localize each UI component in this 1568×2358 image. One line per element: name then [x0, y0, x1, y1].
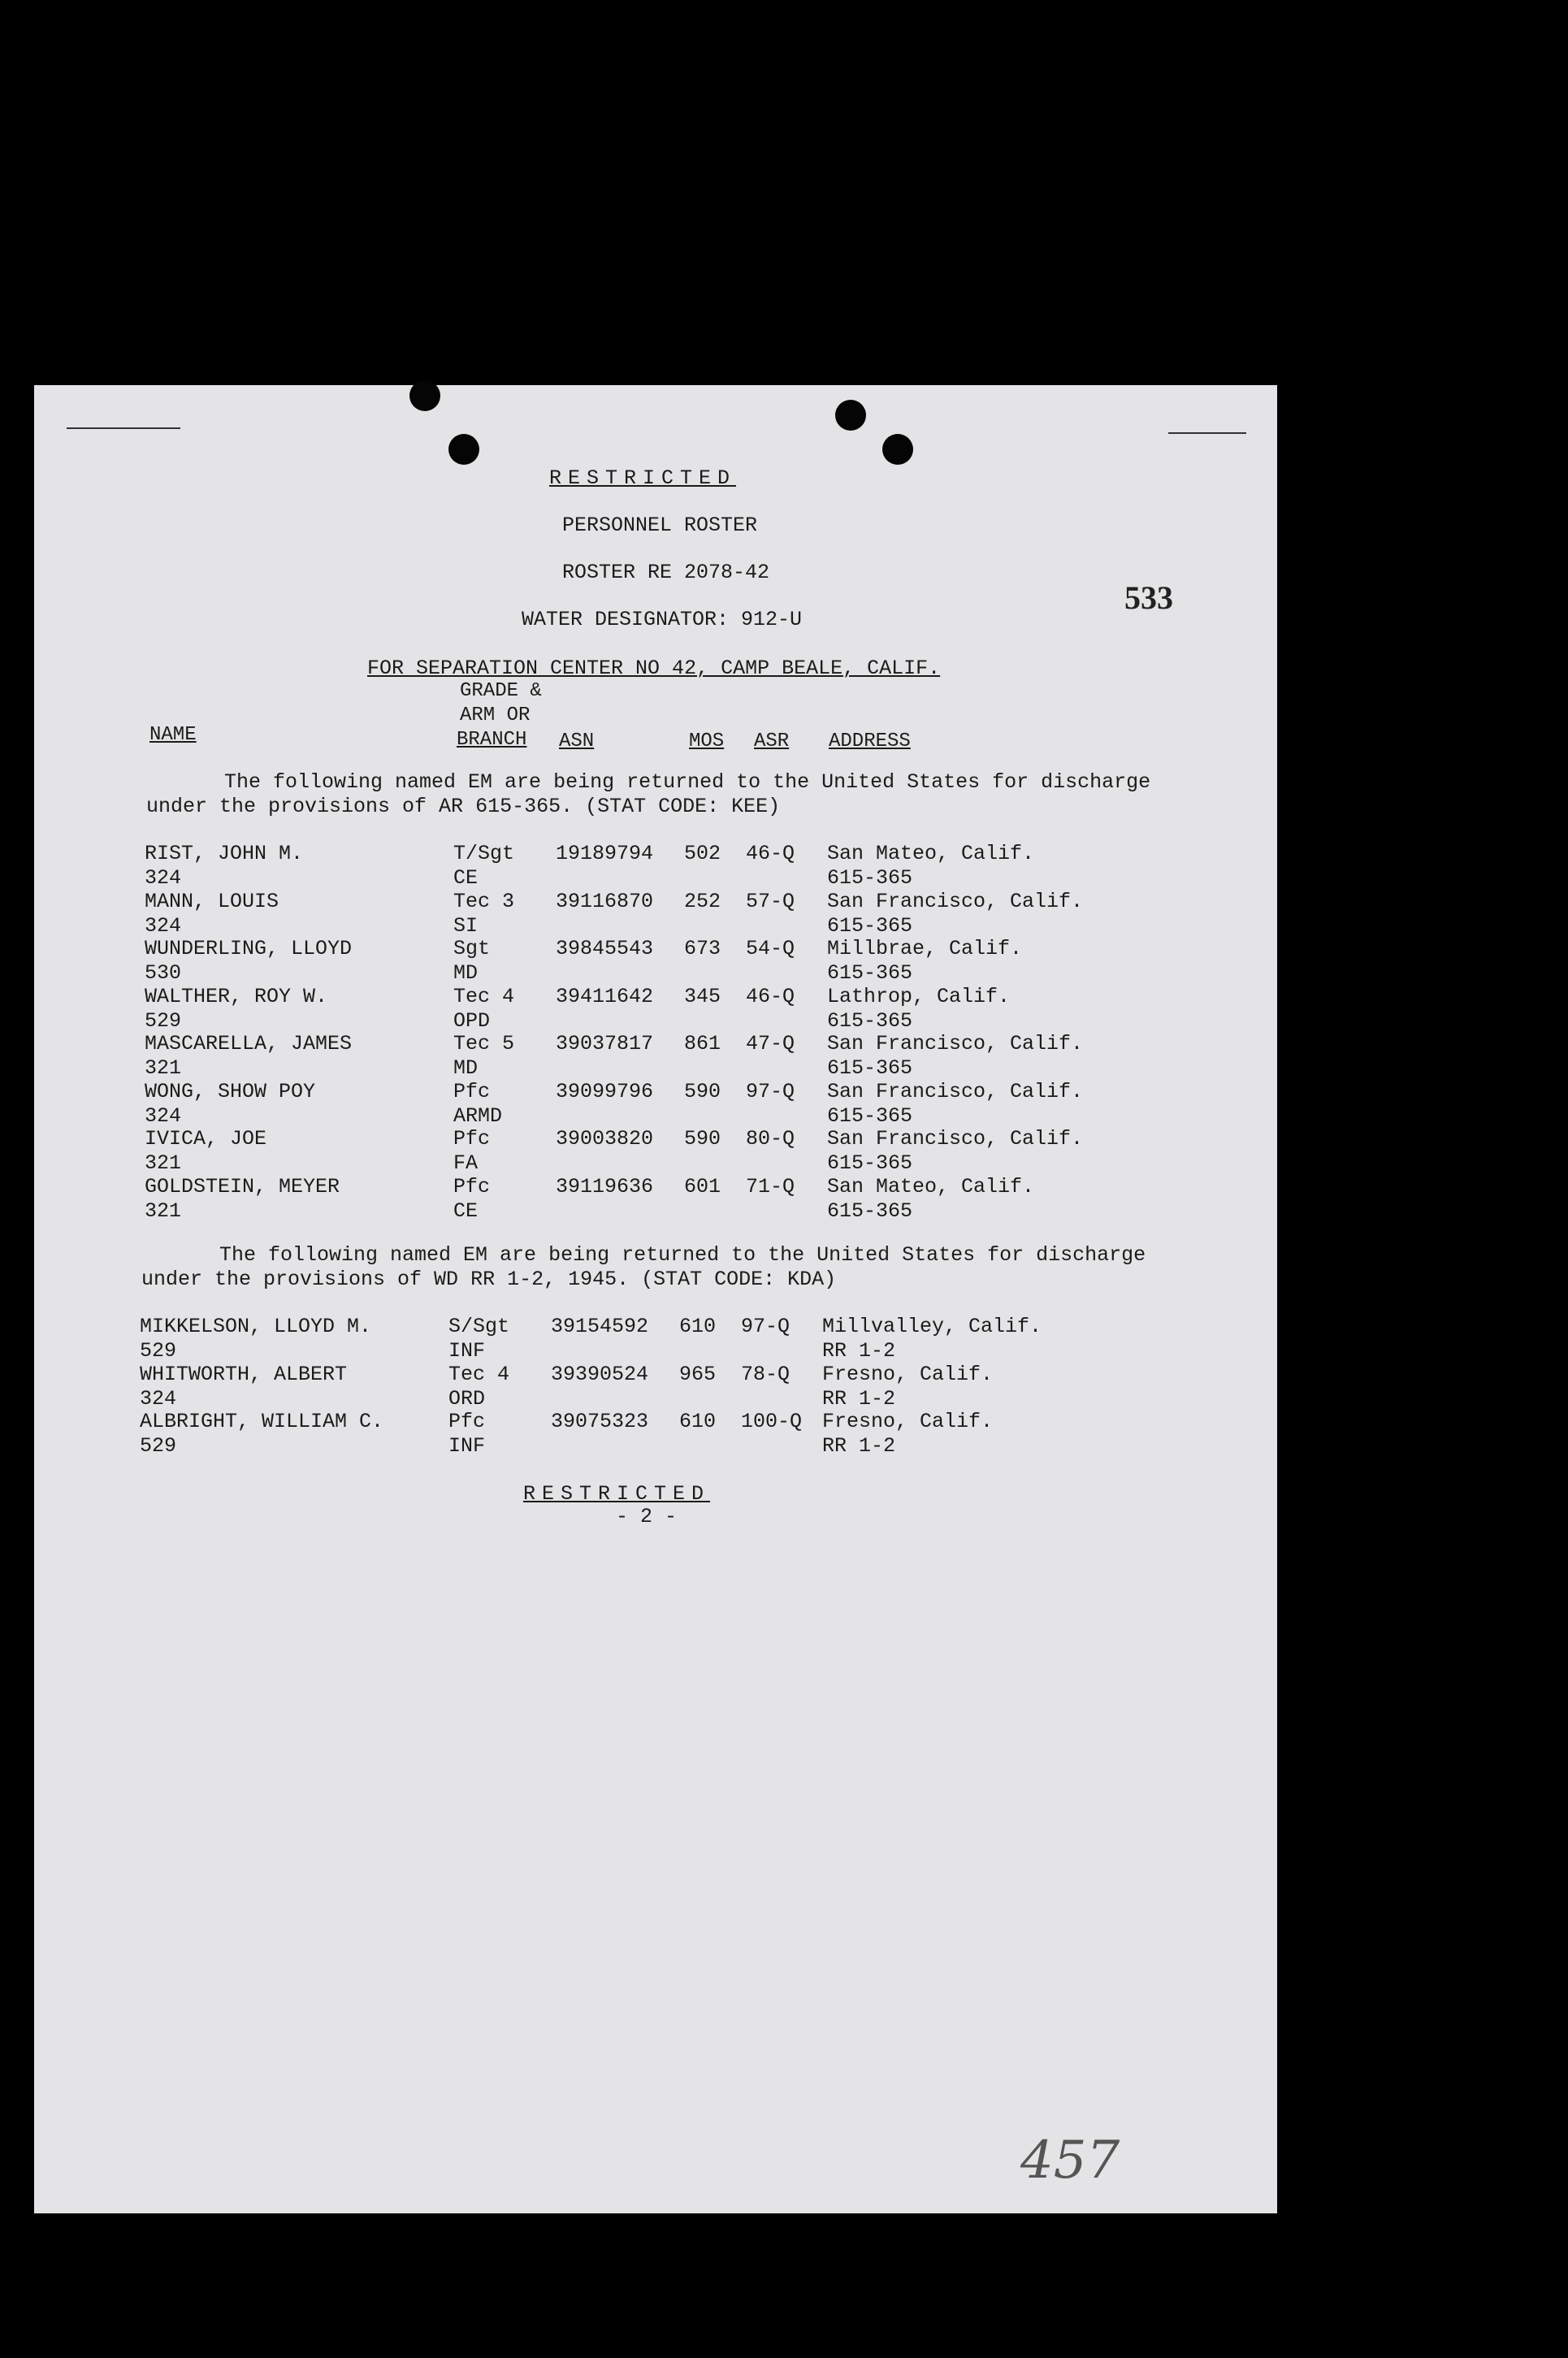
roster-grade: T/Sgt	[453, 842, 515, 865]
roster-asr: 71-Q	[746, 1174, 795, 1199]
roster-code: 529	[145, 1008, 182, 1033]
roster-asn: 39411642	[556, 984, 654, 1008]
roster-code: 324	[140, 1386, 177, 1411]
roster-asr: 57-Q	[746, 889, 795, 913]
roster-grade: Pfc	[453, 1127, 491, 1151]
roster-authority: 615-365	[827, 1151, 913, 1175]
destination-line: FOR SEPARATION CENTER NO 42, CAMP BEALE, CALIF.	[367, 657, 941, 680]
roster-mos: 965	[679, 1362, 717, 1386]
roster-asr: 97-Q	[746, 1079, 795, 1103]
roster-branch: ARMD	[453, 1103, 503, 1128]
roster-name: WUNDERLING, LLOYD	[145, 937, 353, 960]
roster-code: 324	[145, 866, 182, 890]
roster-authority: 615-365	[827, 866, 913, 890]
roster-code: 321	[145, 1056, 182, 1080]
roster-address: Millvalley, Calif.	[822, 1315, 1042, 1338]
roster-code: 321	[145, 1151, 182, 1175]
roster-mos: 610	[679, 1410, 717, 1433]
col-asn: ASN	[559, 730, 595, 752]
roster-address: San Mateo, Calif.	[827, 1174, 1035, 1199]
roster-authority: 615-365	[827, 1056, 913, 1080]
col-address: ADDRESS	[829, 730, 911, 752]
roster-asr: 54-Q	[746, 937, 795, 960]
classification-bottom: RESTRICTED	[523, 1482, 711, 1506]
roster-name: MASCARELLA, JAMES	[145, 1032, 353, 1055]
roster-branch: CE	[453, 1199, 479, 1223]
roster-mos: 601	[684, 1174, 721, 1199]
roster-grade: Tec 4	[453, 984, 515, 1008]
section1-intro-2: under the provisions of AR 615-365. (STAT CODE: KEE)	[146, 795, 781, 818]
punch-hole	[835, 400, 866, 431]
col-mos: MOS	[689, 730, 725, 752]
col-asr: ASR	[754, 730, 790, 752]
roster-name: WALTHER, ROY W.	[145, 984, 328, 1008]
roster-asn: 39845543	[556, 937, 654, 960]
roster-name: MIKKELSON, LLOYD M.	[140, 1315, 372, 1338]
roster-authority: 615-365	[827, 913, 913, 938]
roster-branch: OPD	[453, 1008, 491, 1033]
roster-branch: MD	[453, 961, 479, 985]
roster-branch: INF	[448, 1434, 486, 1458]
roster-code: 529	[140, 1434, 177, 1458]
section2-intro-2: under the provisions of WD RR 1-2, 1945. (STAT CODE: KDA)	[141, 1268, 837, 1291]
punch-hole	[448, 434, 479, 465]
roster-branch: FA	[453, 1151, 479, 1175]
roster-asr: 46-Q	[746, 984, 795, 1008]
edge-mark	[1168, 432, 1246, 434]
roster-asr: 78-Q	[741, 1362, 790, 1386]
roster-code: 321	[145, 1199, 182, 1223]
page-number: - 2 -	[616, 1505, 678, 1528]
punch-hole	[882, 434, 913, 465]
roster-address: Millbrae, Calif.	[827, 937, 1023, 960]
roster-mos: 252	[684, 889, 721, 913]
roster-grade: Sgt	[453, 937, 491, 960]
roster-grade: Pfc	[453, 1174, 491, 1199]
roster-branch: ORD	[448, 1386, 486, 1411]
roster-grade: Tec 5	[453, 1032, 515, 1055]
roster-grade: S/Sgt	[448, 1315, 510, 1338]
roster-branch: MD	[453, 1056, 479, 1080]
roster-name: ALBRIGHT, WILLIAM C.	[140, 1410, 384, 1433]
page-stamp: 533	[1124, 579, 1173, 616]
roster-address: Lathrop, Calif.	[827, 984, 1011, 1008]
roster-authority: RR 1-2	[822, 1386, 896, 1411]
roster-address: San Francisco, Calif.	[827, 889, 1084, 913]
section1-intro-1: The following named EM are being returned to the United States for discharge	[224, 770, 1151, 794]
roster-asn: 39154592	[551, 1315, 649, 1338]
roster-mos: 610	[679, 1315, 717, 1338]
roster-mos: 345	[684, 984, 721, 1008]
roster-asr: 97-Q	[741, 1315, 790, 1338]
roster-asr: 100-Q	[741, 1410, 803, 1433]
water-designator: WATER DESIGNATOR: 912-U	[522, 608, 803, 631]
roster-name: WONG, SHOW POY	[145, 1079, 316, 1103]
roster-address: Fresno, Calif.	[822, 1410, 994, 1433]
edge-mark	[67, 427, 180, 429]
roster-mos: 502	[684, 842, 721, 865]
roster-authority: 615-365	[827, 1008, 913, 1033]
roster-code: 530	[145, 961, 182, 985]
roster-address: San Francisco, Calif.	[827, 1079, 1084, 1103]
roster-asn: 39116870	[556, 889, 654, 913]
roster-name: GOLDSTEIN, MEYER	[145, 1174, 340, 1199]
roster-address: San Mateo, Calif.	[827, 842, 1035, 865]
roster-grade: Pfc	[448, 1410, 486, 1433]
roster-asn: 19189794	[556, 842, 654, 865]
col-grade-1: GRADE &	[460, 680, 542, 702]
roster-address: Fresno, Calif.	[822, 1362, 994, 1386]
roster-grade: Pfc	[453, 1079, 491, 1103]
roster-name: MANN, LOUIS	[145, 889, 279, 913]
roster-authority: 615-365	[827, 961, 913, 985]
roster-mos: 590	[684, 1079, 721, 1103]
roster-grade: Tec 4	[448, 1362, 510, 1386]
roster-branch: INF	[448, 1339, 486, 1363]
roster-asn: 39037817	[556, 1032, 654, 1055]
roster-authority: 615-365	[827, 1199, 913, 1223]
roster-code: 529	[140, 1339, 177, 1363]
classification-top: RESTRICTED	[549, 466, 737, 490]
roster-mos: 861	[684, 1032, 721, 1055]
roster-asn: 39119636	[556, 1174, 654, 1199]
document-title: PERSONNEL ROSTER	[562, 514, 758, 537]
roster-code: 324	[145, 1103, 182, 1128]
roster-grade: Tec 3	[453, 889, 515, 913]
roster-authority: 615-365	[827, 1103, 913, 1128]
section2-intro-1: The following named EM are being returned to the United States for discharge	[219, 1243, 1146, 1267]
roster-branch: SI	[453, 913, 479, 938]
roster-address: San Francisco, Calif.	[827, 1127, 1084, 1151]
roster-asr: 80-Q	[746, 1127, 795, 1151]
roster-mos: 590	[684, 1127, 721, 1151]
roster-asn: 39099796	[556, 1079, 654, 1103]
roster-asn: 39390524	[551, 1362, 649, 1386]
roster-asr: 47-Q	[746, 1032, 795, 1055]
roster-authority: RR 1-2	[822, 1339, 896, 1363]
roster-asr: 46-Q	[746, 842, 795, 865]
roster-name: WHITWORTH, ALBERT	[140, 1362, 348, 1386]
col-name: NAME	[149, 724, 197, 746]
col-grade-3: BRANCH	[457, 729, 527, 751]
roster-authority: RR 1-2	[822, 1434, 896, 1458]
handwritten-number: 457	[1020, 2130, 1120, 2191]
roster-asn: 39003820	[556, 1127, 654, 1151]
punch-hole	[409, 380, 440, 411]
roster-name: RIST, JOHN M.	[145, 842, 304, 865]
roster-branch: CE	[453, 866, 479, 890]
roster-address: San Francisco, Calif.	[827, 1032, 1084, 1055]
roster-number: ROSTER RE 2078-42	[562, 561, 770, 584]
roster-name: IVICA, JOE	[145, 1127, 267, 1151]
col-grade-2: ARM OR	[460, 704, 531, 726]
roster-code: 324	[145, 913, 182, 938]
roster-asn: 39075323	[551, 1410, 649, 1433]
roster-mos: 673	[684, 937, 721, 960]
